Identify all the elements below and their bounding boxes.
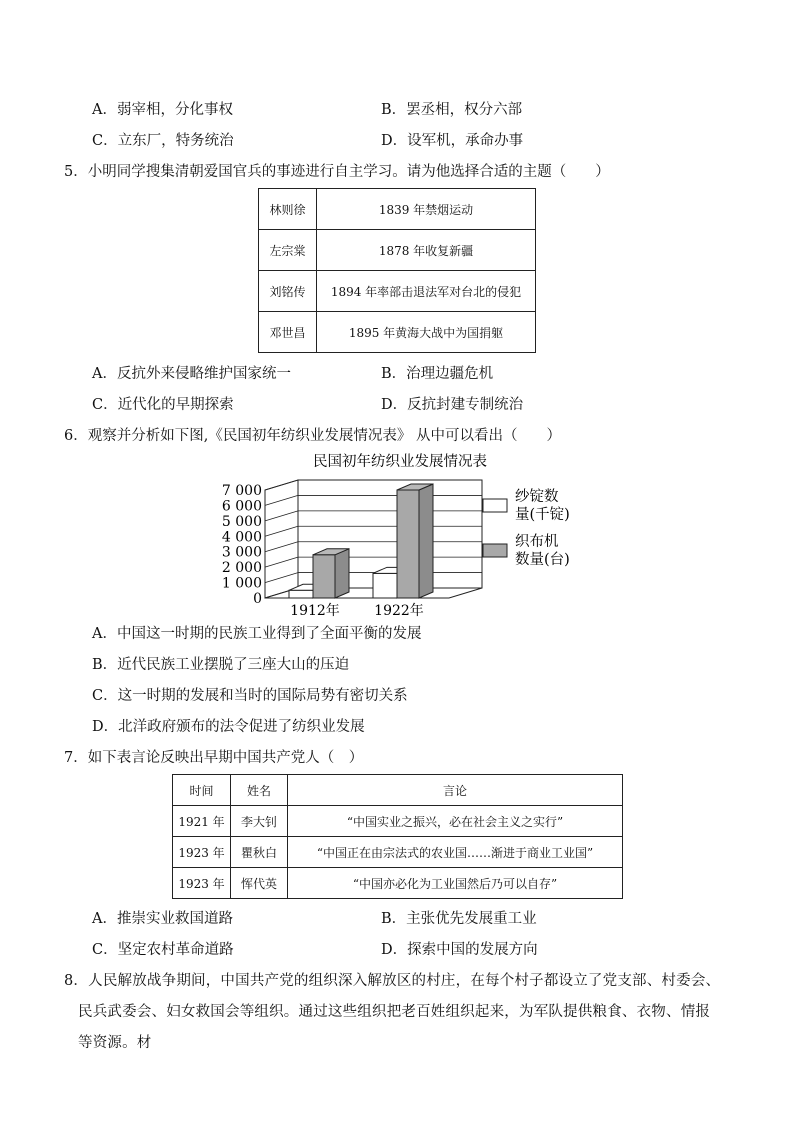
chart-title: 民国初年纺织业发展情况表	[313, 454, 487, 470]
table-row	[259, 230, 536, 271]
table-cell: “中国实业之振兴，必在社会主义之实行”	[288, 806, 623, 837]
table-row	[173, 868, 623, 899]
legend-label: 纱锭数	[515, 489, 559, 505]
q5-stem: 5．小明同学搜集清朝爱国官兵的事迹进行自主学习。请为他选择合适的主题（ ）	[64, 164, 610, 180]
q4-option-c: C．立东厂，特务统治	[92, 133, 234, 149]
legend-swatch	[483, 544, 507, 557]
q4-option-a: A．弱宰相，分化事权	[92, 102, 233, 118]
table-cell: 林则徐	[259, 189, 317, 230]
q6-stem: 6．观察并分析如下图,《民国初年纺织业发展情况表》 从中可以看出（ ）	[64, 428, 561, 444]
x-tick-label: 1912年	[290, 603, 340, 619]
q8-stem	[64, 966, 724, 1059]
y-tick-label: 0	[253, 591, 262, 607]
q5-option-b: B．治理边疆危机	[381, 366, 494, 382]
q6-option-d: D．北洋政府颁布的法令促进了纺织业发展	[92, 719, 365, 735]
y-tick-label: 6 000	[221, 498, 262, 515]
y-tick-label: 4 000	[221, 529, 262, 546]
q7-option-b: B．主张优先发展重工业	[381, 911, 537, 927]
table-row	[173, 837, 623, 868]
q7-option-a: A．推崇实业救国道路	[92, 911, 233, 927]
table-cell: 1894 年率部击退法军对台北的侵犯	[317, 271, 536, 312]
table-cell: 刘铭传	[259, 271, 317, 312]
q5-option-a: A．反抗外来侵略维护国家统一	[92, 366, 291, 382]
bar-spindles	[373, 573, 397, 598]
table-header: 姓名	[231, 775, 288, 806]
textile-chart	[215, 447, 595, 622]
q7-option-c: C．坚定农村革命道路	[92, 942, 234, 958]
q6-option-b: B．近代民族工业摆脱了三座大山的压迫	[92, 657, 350, 673]
table-row	[259, 271, 536, 312]
y-tick-label: 7 000	[221, 483, 262, 499]
table-cell: 1839 年禁烟运动	[317, 189, 536, 230]
legend-swatch	[483, 499, 507, 512]
table-row	[173, 806, 623, 837]
q7-stem: 7．如下表言论反映出早期中国共产党人（ ）	[64, 750, 364, 766]
table-cell: “中国亦必化为工业国然后乃可以自存”	[288, 868, 623, 899]
table-cell: 1878 年收复新疆	[317, 230, 536, 271]
table-cell: 瞿秋白	[231, 837, 288, 868]
side-wall	[265, 480, 298, 598]
q4-option-b: B．罢丞相，权分六部	[381, 102, 523, 118]
table-row	[259, 189, 536, 230]
bar-looms-side	[335, 549, 349, 598]
table-cell: 邓世昌	[259, 312, 317, 353]
table-row	[259, 312, 536, 353]
q5-option-c: C．近代化的早期探索	[92, 397, 234, 413]
table-cell: 1923 年	[173, 837, 231, 868]
legend-label: 量(千锭)	[515, 507, 570, 523]
table-cell: 1923 年	[173, 868, 231, 899]
q7-option-d: D．探索中国的发展方向	[381, 942, 538, 958]
table-header: 时间	[173, 775, 231, 806]
bar-looms	[313, 555, 335, 598]
bar-spindles	[289, 590, 313, 598]
y-tick-label: 2 000	[221, 560, 262, 577]
q8-stem-text: 8．人民解放战争期间，中国共产党的组织深入解放区的村庄，在每个村子都设立了党支部、村委会、民兵武委会、妇女救国会等组织。通过这些组织把老百姓组织起来，为军队提供粮食、衣物、情报等资源。材	[64, 973, 721, 1051]
y-tick-label: 5 000	[221, 513, 262, 530]
table-cell: 李大钊	[231, 806, 288, 837]
x-tick-label: 1922年	[374, 603, 424, 619]
bar-looms-side	[419, 484, 433, 598]
table-cell: 1895 年黄海大战中为国捐躯	[317, 312, 536, 353]
legend-label: 织布机	[515, 534, 559, 550]
table-header-row	[173, 775, 623, 806]
y-tick-label: 1 000	[221, 575, 262, 592]
legend-label: 数量(台)	[515, 552, 570, 568]
bar-looms	[397, 490, 419, 598]
y-tick-label: 3 000	[221, 544, 262, 561]
table-cell: 1921 年	[173, 806, 231, 837]
q6-option-a: A．中国这一时期的民族工业得到了全面平衡的发展	[92, 626, 422, 642]
table-cell: 左宗棠	[259, 230, 317, 271]
q6-option-c: C．这一时期的发展和当时的国际局势有密切关系	[92, 688, 408, 704]
q5-table	[258, 188, 536, 353]
q5-option-d: D．反抗封建专制统治	[381, 397, 524, 413]
table-cell: 恽代英	[231, 868, 288, 899]
table-cell: “中国正在由宗法式的农业国……渐进于商业工业国”	[288, 837, 623, 868]
q4-option-d: D．设军机，承命办事	[381, 133, 524, 149]
q7-table	[172, 774, 623, 899]
table-header: 言论	[288, 775, 623, 806]
